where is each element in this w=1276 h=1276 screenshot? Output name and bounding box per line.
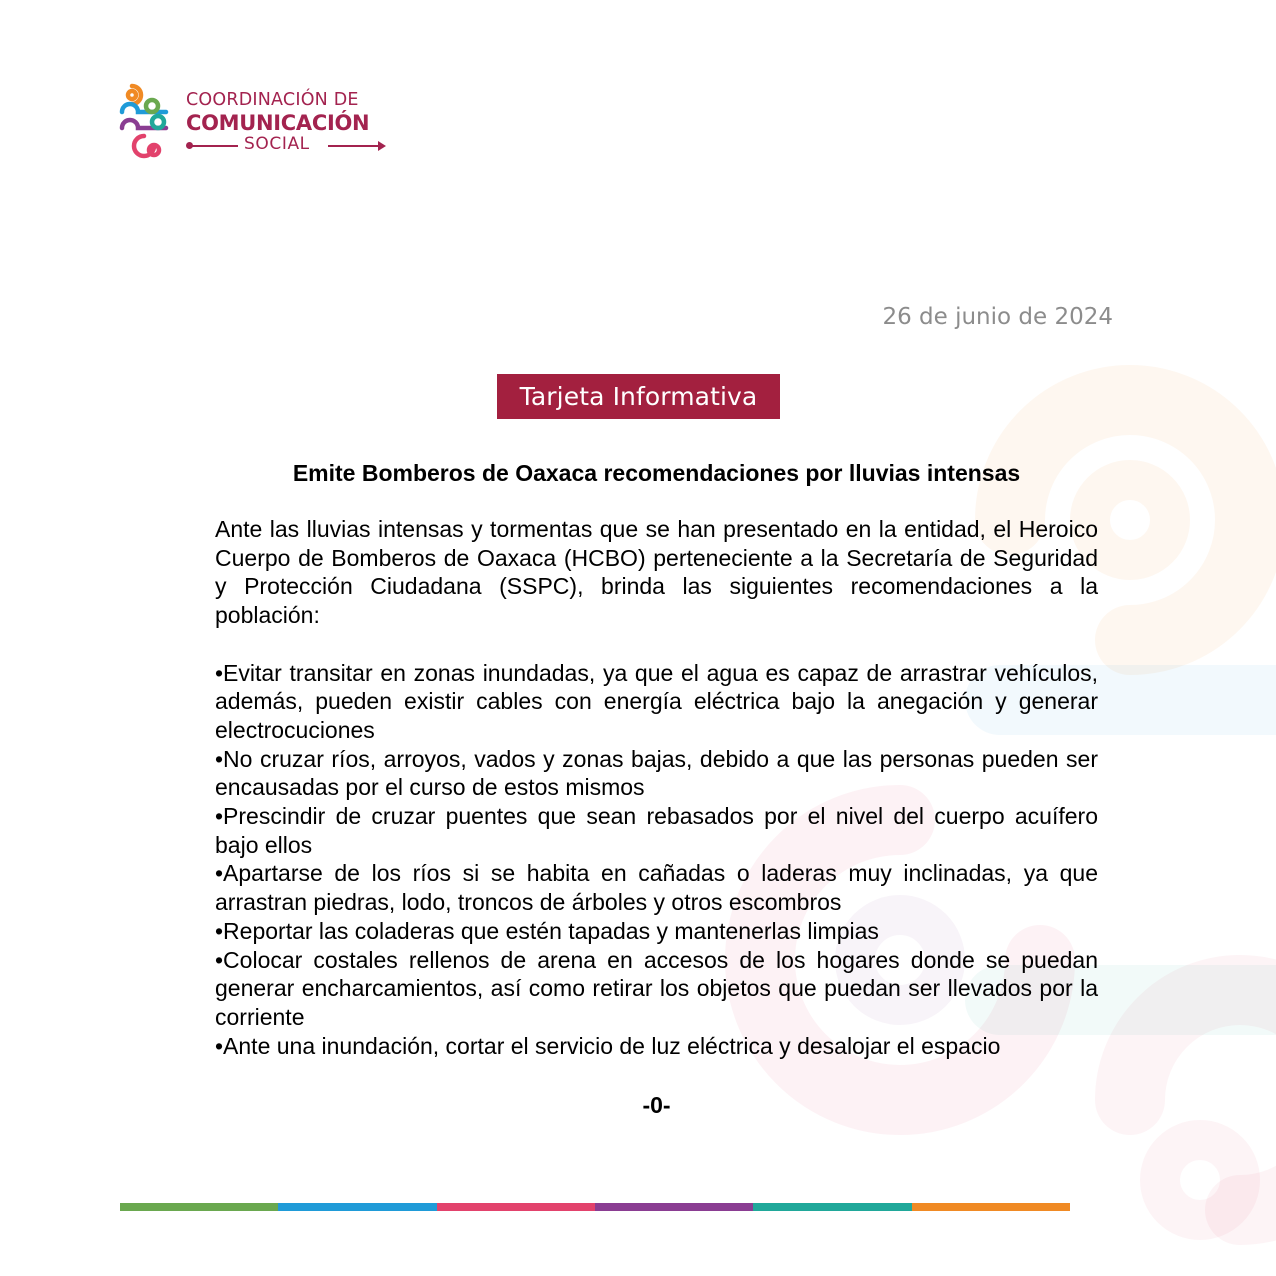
stripe-segment	[437, 1203, 595, 1211]
document-date: 26 de junio de 2024	[882, 304, 1113, 330]
logo-subtitle: SOCIAL	[244, 134, 310, 154]
footer-color-stripe	[120, 1203, 1070, 1211]
list-item: •Ante una inundación, cortar el servicio de luz eléctrica y desalojar el espacio	[215, 1032, 1001, 1059]
stripe-segment	[278, 1203, 436, 1211]
closing-mark: -0-	[642, 1092, 671, 1118]
list-item: •Reportar las coladeras que estén tapadas y mantenerlas limpias	[215, 917, 879, 944]
logo-title-line2: COMUNICACIÓN	[186, 111, 370, 135]
list-item: •No cruzar ríos, arroyos, vados y zonas bajas, debido a que las personas pueden ser encausadas por el curso de estos mismos	[215, 745, 1098, 801]
list-item: •Colocar costales rellenos de arena en accesos de los hogares donde se puedan generar encharcamientos, así como retirar los objetos que puedan ser llevados por la corriente	[215, 946, 1098, 1030]
stripe-segment	[753, 1203, 911, 1211]
headline: Emite Bomberos de Oaxaca recomendaciones por lluvias intensas	[292, 460, 1021, 486]
recommendations-list	[215, 659, 1098, 1061]
organization-logo	[118, 82, 398, 164]
list-item: •Prescindir de cruzar puentes que sean rebasados por el nivel del cuerpo acuífero bajo ellos	[215, 803, 1098, 858]
logo-title-line3	[186, 136, 398, 156]
list-item: •Apartarse de los ríos si se habita en cañadas o laderas muy inclinadas, ya que arrastran piedras, lodo, troncos de árboles y otros escombros	[215, 860, 1098, 916]
stripe-segment	[912, 1203, 1070, 1211]
intro-paragraph: Ante las lluvias intensas y tormentas que se han presentado en la entidad, el Heroico Cuerpo de Bomberos de Oaxaca (HCBO) perteneciente a la Secretaría de Seguridad y Protección Ciudadana (SSPC), brinda las siguientes recomendaciones a la población:	[215, 516, 1098, 629]
stripe-segment	[120, 1203, 278, 1211]
logo-knot-icon	[118, 82, 170, 162]
document-type-badge: Tarjeta Informativa	[497, 374, 780, 419]
list-item: •Evitar transitar en zonas inundadas, ya que el agua es capaz de arrastrar vehículos, además, pueden existir cables con energía eléctrica bajo la anegación y generar electrocuciones	[215, 659, 1098, 743]
document-body	[215, 515, 1098, 1060]
logo-title-line1: COORDINACIÓN DE	[186, 90, 359, 110]
stripe-segment	[595, 1203, 753, 1211]
